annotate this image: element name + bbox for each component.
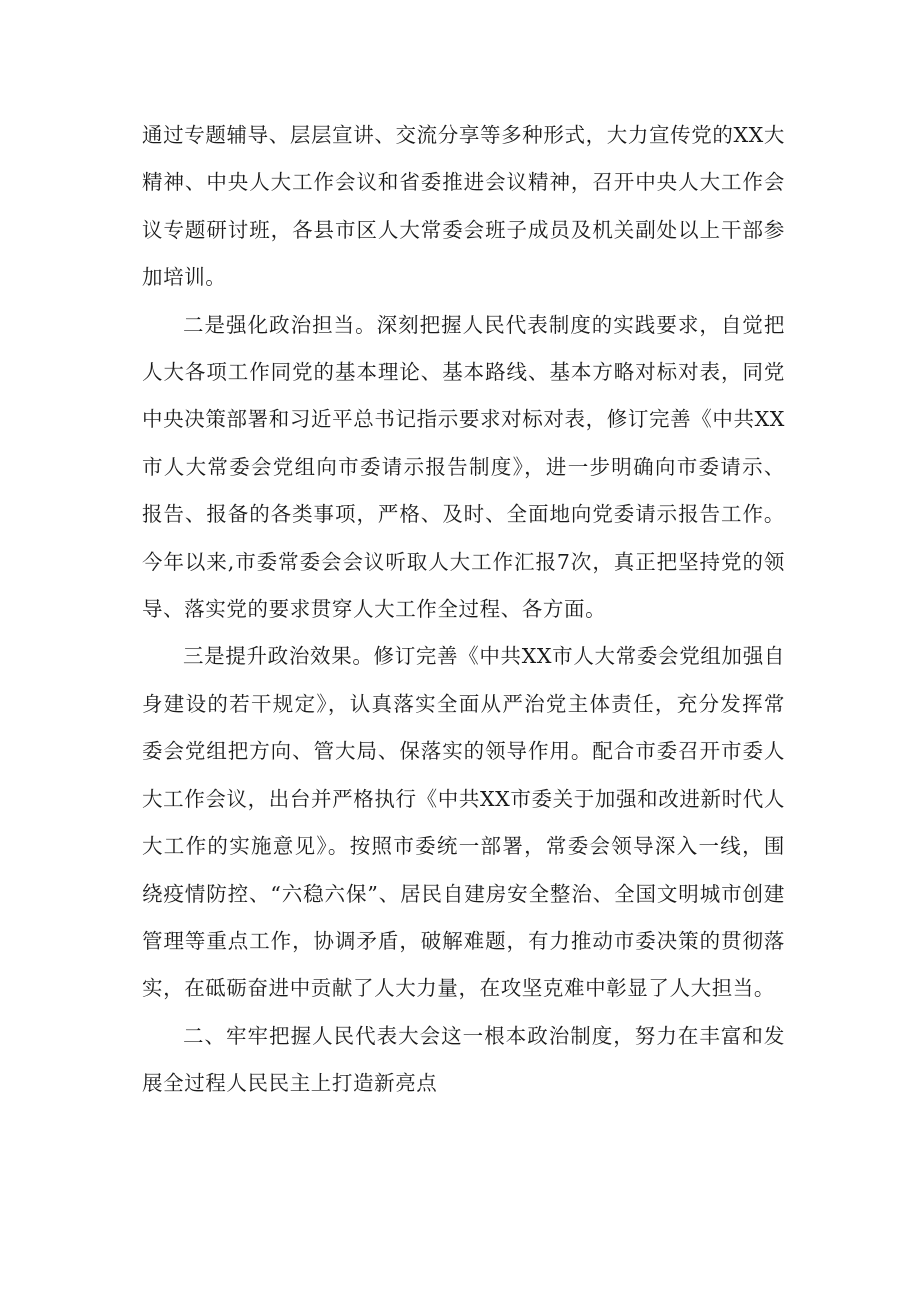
section-heading-two: 二、牢牢把握人民代表大会这一根本政治制度，努力在丰富和发展全过程人民民主上打造新亮点 xyxy=(142,1023,785,1096)
paragraph-political-effect: 三是提升政治效果。修订完善《中共XX市人大常委会党组加强自身建设的若干规定》，认真落实全面从严治党主体责任，充分发挥常委会党组把方向、管大局、保落实的领导作用。配合市委召开市委人大工作会议，出台并严格执行《中共XX市委关于加强和改进新时代人大工作的实施意见》。按照市委统一部署，常委会领导深入一线，围绕疫情防控、“六稳六保”、居民自建房安全整治、全国文明城市创建管理等重点工作，协调矛盾，破解难题，有力推动市委决策的贯彻落实，在砥砺奋进中贡献了人大力量，在攻坚克难中彰显了人大担当。 xyxy=(142,644,785,1001)
paragraph-continued: 通过专题辅导、层层宣讲、交流分享等多种形式，大力宣传党的XX大精神、中央人大工作会议和省委推进会议精神，召开中央人大工作会议专题研讨班，各县市区人大常委会班子成员及机关副处以上干部参加培训。 xyxy=(142,123,785,290)
document-body xyxy=(142,112,785,1108)
paragraph-political-responsibility: 二是强化政治担当。深刻把握人民代表制度的实践要求，自觉把人大各项工作同党的基本理论、基本路线、基本方略对标对表，同党中央决策部署和习近平总书记指示要求对标对表，修订完善《中共XX市人大常委会党组向市委请示报告制度》，进一步明确向市委请示、报告、报备的各类事项，严格、及时、全面地向党委请示报告工作。今年以来,市委常委会会议听取人大工作汇报7次，真正把坚持党的领导、落实党的要求贯穿人大工作全过程、各方面。 xyxy=(142,312,785,622)
